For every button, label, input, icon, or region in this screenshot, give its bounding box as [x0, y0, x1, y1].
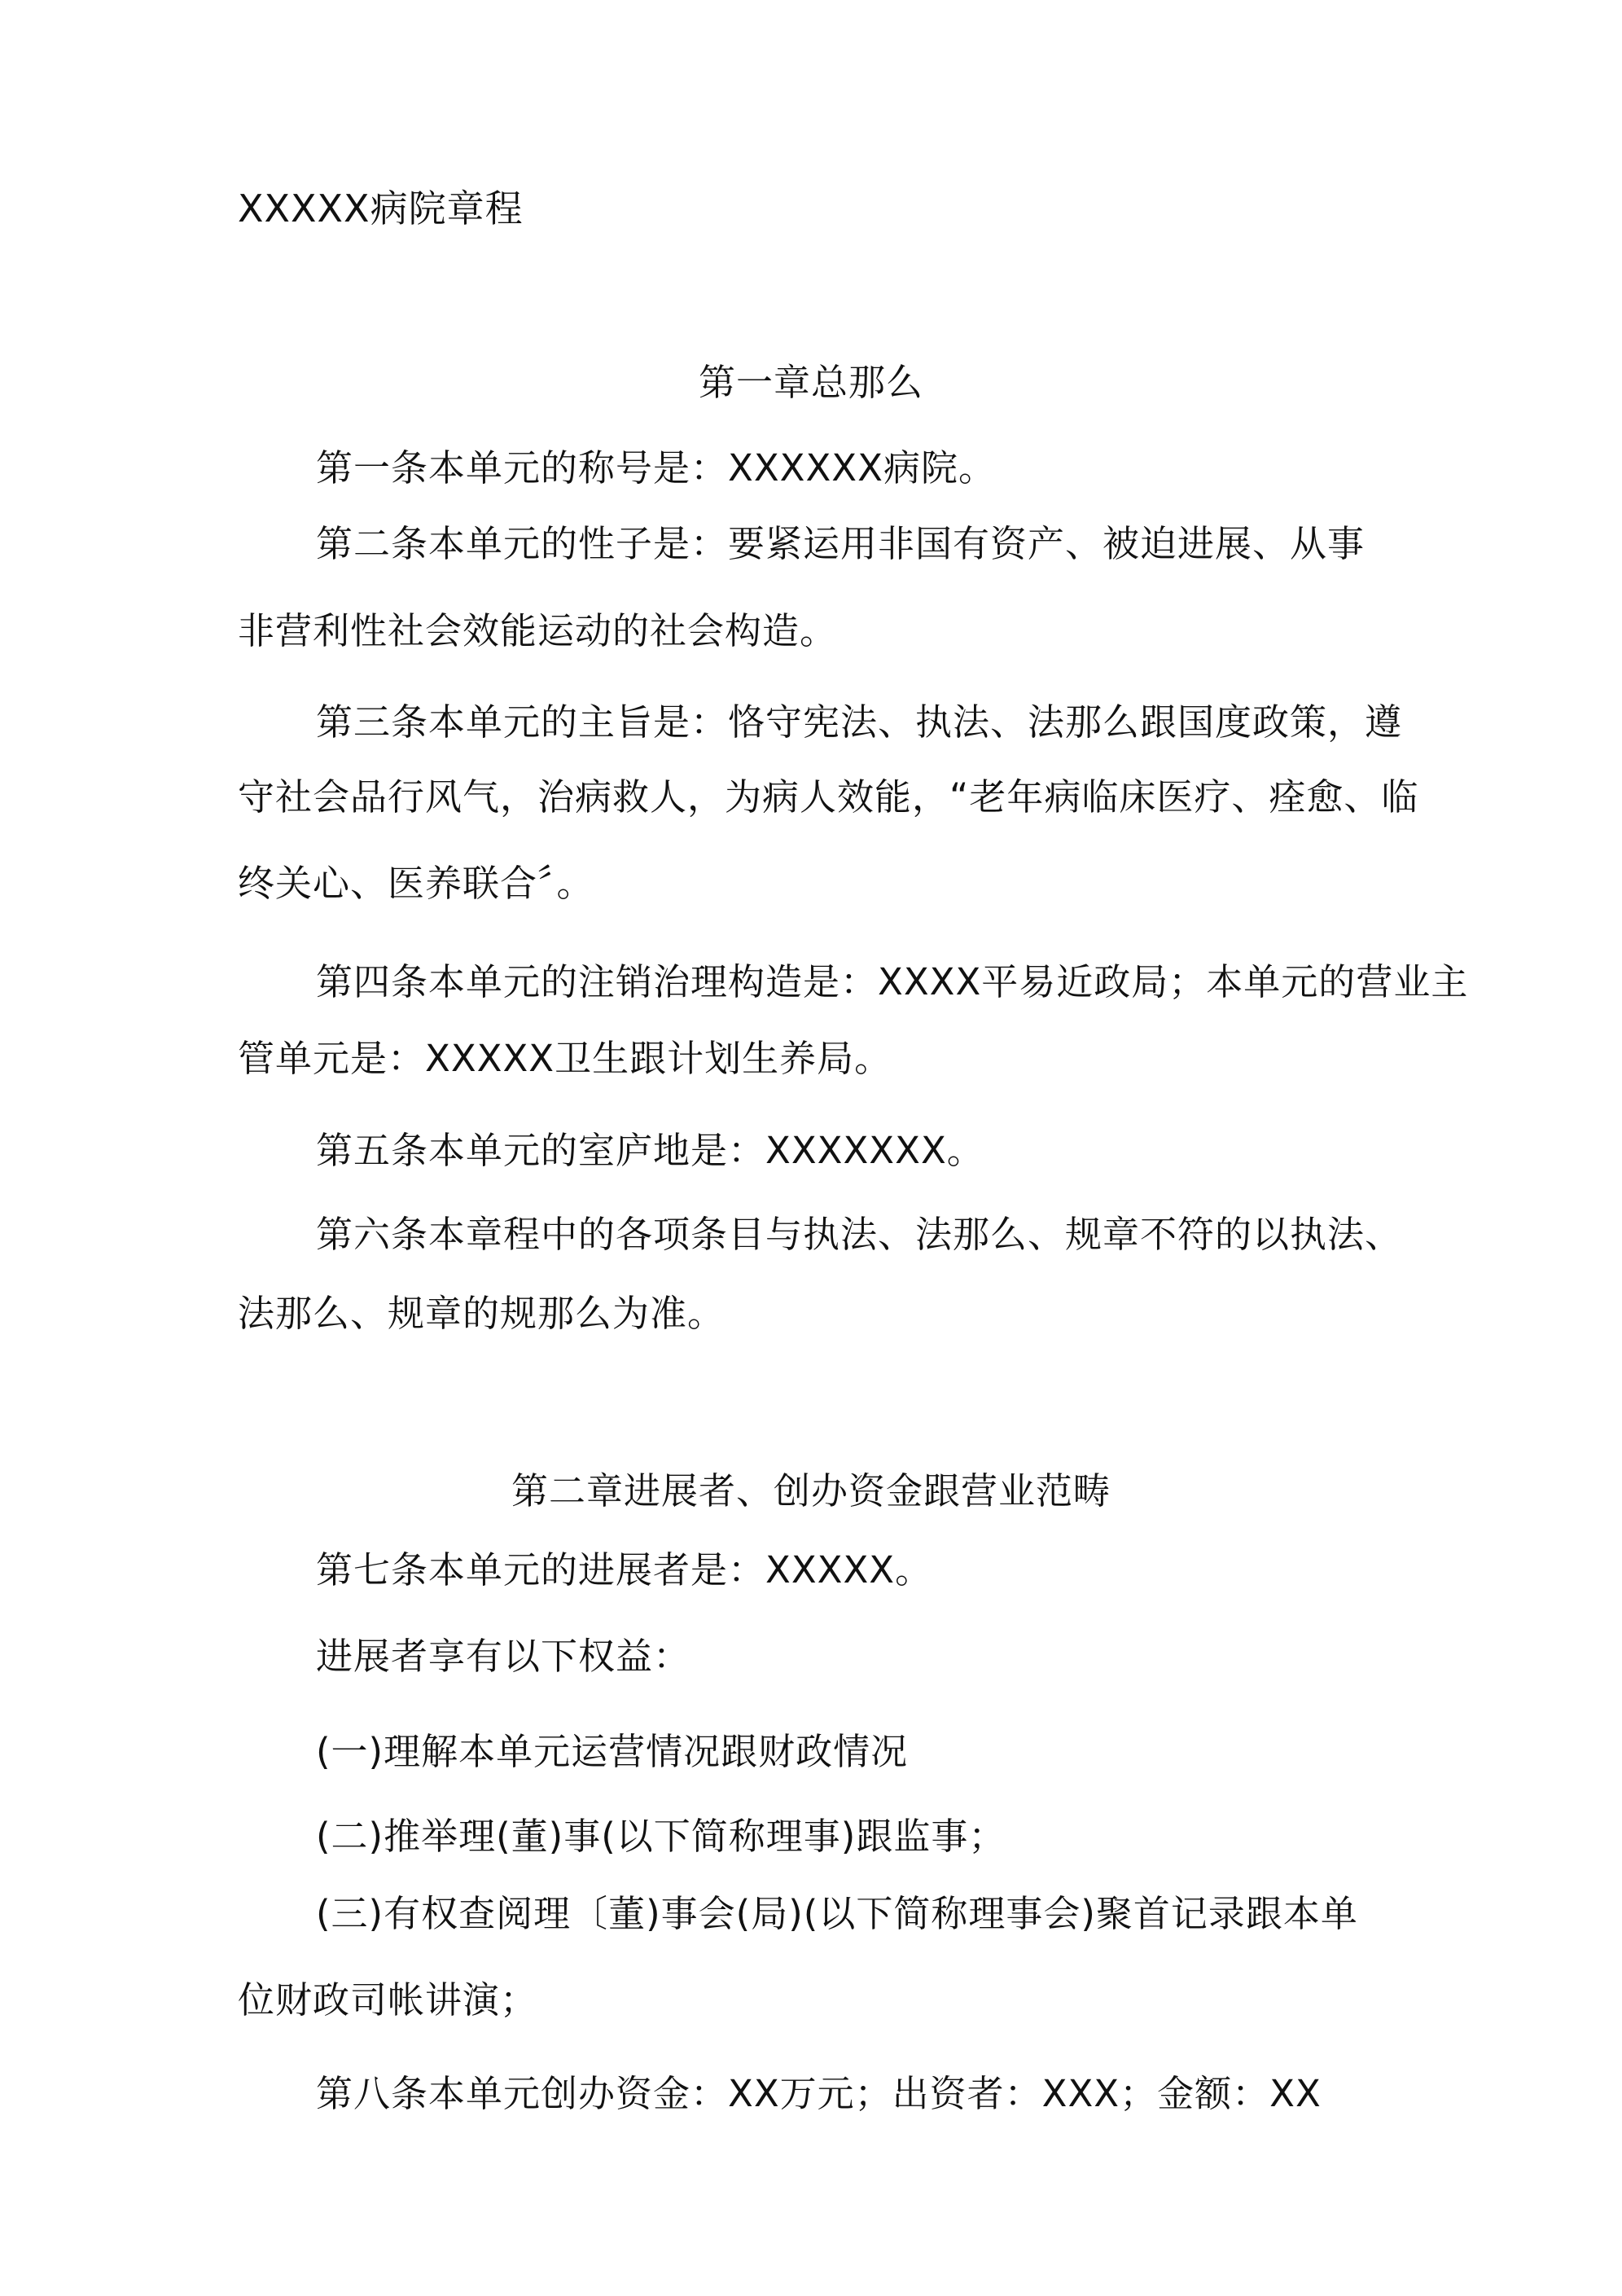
article2-line1: 第二条本单元的性子是：要紧运用非国有资产、被迫进展、从事	[316, 522, 1366, 565]
chapter2-heading: 第二章进展者、创办资金跟营业范畴	[511, 1469, 1111, 1512]
article5-line1: 第五条本单元的室庐地是：XXXXXXX。	[316, 1129, 984, 1172]
article3-line2: 守社会品行风气，治病救人，为病人效能，“老年病临床医疗、痊愈、临	[238, 775, 1419, 819]
right-item-1: (一)理解本单元运营情况跟财政情况	[316, 1730, 909, 1773]
right-item-2: (二)推举理(董)事(以下简称理事)跟监事；	[316, 1815, 1006, 1858]
article1-line1: 第一条本单元的称号是：XXXXXX病院。	[316, 446, 996, 489]
article8-line1: 第八条本单元创办资金：XX万元；出资者：XXX；金额：XX	[316, 2072, 1322, 2115]
right-item-3-line1: (三)有权查阅理〔董)事会(局)(以下简称理事会)聚首记录跟本单	[316, 1892, 1358, 1935]
article3-line1: 第三条本单元的主旨是：恪守宪法、执法、法那么跟国度政策，遵	[316, 700, 1403, 744]
article3-line3: 终关心、医养联合〞。	[238, 862, 594, 905]
article2-line2: 非营利性社会效能运动的社会构造。	[238, 609, 838, 652]
article7-line1: 第七条本单元的进展者是：XXXXX。	[316, 1548, 933, 1591]
right-item-3-line2: 位财政司帐讲演；	[238, 1978, 538, 2022]
article4-line2: 管单元是：XXXXX卫生跟计划生养局。	[238, 1037, 892, 1080]
document-title: XXXXX病院章程	[238, 187, 524, 230]
article4-line1: 第四条本单元的注销治理构造是：XXXX平易近政局；本单元的营业主	[316, 960, 1469, 1003]
rights-intro: 进展者享有以下权益：	[316, 1635, 691, 1678]
article6-line2: 法那么、规章的规那么为准。	[238, 1292, 726, 1335]
chapter1-heading: 第一章总那么	[698, 361, 923, 404]
article6-line1: 第六条本章程中的各项条目与执法、法那么、规章不符的以执法、	[316, 1213, 1403, 1256]
